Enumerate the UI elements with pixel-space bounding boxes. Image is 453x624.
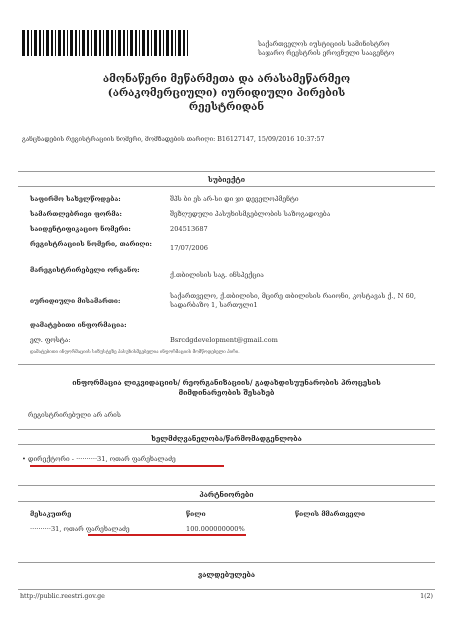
divider [18, 562, 435, 563]
barcode-bar [87, 30, 89, 56]
barcode-bar [147, 30, 149, 56]
obligations-heading: ვალდებულება [197, 570, 256, 579]
barcode-bar [70, 30, 73, 56]
barcode-bar [135, 30, 137, 56]
director-entry [22, 455, 176, 463]
barcode-bar [22, 30, 25, 56]
email-value: Bsrcdgdevelopment@gmail.com [170, 336, 278, 344]
barcode-bar [183, 30, 185, 56]
barcode-bar [154, 30, 157, 56]
field-label: საიდენტიფიკაციო ნომერი: [30, 225, 131, 233]
barcode-bar [159, 30, 161, 56]
barcode-bar [27, 30, 29, 56]
barcode-bar [94, 30, 97, 56]
barcode-bar [103, 30, 104, 56]
barcode-bar [166, 30, 169, 56]
partner-share: 100.000000000% [186, 525, 245, 533]
barcode-bar [106, 30, 109, 56]
divider [18, 485, 435, 486]
barcode-image [22, 30, 192, 56]
divider [18, 429, 435, 430]
barcode-bar [34, 30, 37, 56]
disclaimer-note: დამატებითი ინფორმაციის სიზუსტეზე პასუხისმგებელია ინფორმაციის მომწოდებელი პირი. [30, 350, 240, 355]
bullet: • [22, 455, 28, 463]
document-title [20, 72, 433, 114]
title-line-3: რეესტრიდან [188, 101, 265, 113]
barcode-bar [163, 30, 164, 56]
divider [18, 186, 435, 187]
barcode-bar [91, 30, 92, 56]
barcode-bar [82, 30, 85, 56]
footer-url: http://public.reestri.gov.ge [20, 593, 105, 600]
field-value: 17/07/2006 [170, 244, 209, 252]
red-underline [88, 534, 246, 536]
partner-owner: ··········31, ოთარ ფარეხალაძე [30, 525, 130, 533]
barcode-bar [127, 30, 128, 56]
partners-heading: პარტნიორები [199, 490, 254, 499]
divider [18, 501, 435, 502]
divider [18, 364, 435, 365]
col-rights-header: წილის მმართველი [295, 510, 365, 518]
field-label: საფირმო სახელწოდება: [30, 195, 121, 203]
liquidation-status: რეგისტრირებული არ არის [28, 411, 121, 419]
field-value: საქართველო, ქ.თბილისი, მცირე თბილისის რაიონი, კოსტავას ქ., N 60, სადარბაზო 1, სართული1 [170, 292, 416, 309]
barcode-bar [123, 30, 125, 56]
divider [18, 589, 435, 590]
ministry-header [258, 40, 428, 58]
field-value: 204513687 [170, 225, 208, 233]
barcode-bar [99, 30, 101, 56]
title-line-2: (არაკომერციული) იურიდიული პირების [107, 87, 346, 99]
barcode-bar [187, 30, 188, 56]
barcode-bar [175, 30, 176, 56]
field-label: იურიდიული მისამართი: [30, 297, 121, 305]
barcode-bar [55, 30, 56, 56]
barcode-bar [46, 30, 49, 56]
ministry-line-2: საჯარო რეესტრის ეროვნული სააგენტო [258, 49, 395, 57]
page-number: 1(2) [420, 593, 433, 600]
field-value: შპს ბი ეს არ-სი დი ჯი დეველოპმენტი [170, 195, 299, 203]
barcode-bar [115, 30, 116, 56]
barcode-bar [118, 30, 121, 56]
barcode-bar [111, 30, 113, 56]
email-label: ელ. ფოსტა: [30, 336, 71, 344]
field-label: სამართლებრივი ფორმა: [30, 210, 122, 218]
field-label: დამატებითი ინფორმაცია: [30, 321, 127, 329]
field-value: ქ.თბილისის საგ. ინსპექცია [170, 271, 264, 279]
barcode-bar [63, 30, 65, 56]
barcode-bar [67, 30, 68, 56]
liquidation-heading [18, 378, 435, 398]
field-label: მარეგისტრირებელი ორგანო: [30, 266, 140, 274]
registration-info: განცხადების რეგისტრაციის ნომერი, მომზადების თარიღი: B16127147, 15/09/2016 10:37:57 [22, 136, 325, 143]
field-label: რეგისტრაციის ნომერი, თარიღი: [30, 240, 152, 248]
barcode-bar [43, 30, 44, 56]
col-owner-header: მესაკუთრე [30, 510, 72, 518]
barcode-bar [171, 30, 173, 56]
ministry-line-1: საქართველოს იუსტიციის სამინისტრო [258, 40, 390, 48]
director-text: დირექტორი - ··········31, ოთარ ფარეხალაძე [28, 455, 176, 463]
liquidation-heading-line-2: მიმდინარეობის შესახებ [178, 388, 275, 397]
barcode-bar [79, 30, 80, 56]
barcode-bar [130, 30, 133, 56]
management-heading: ხელმძღვანელობა/წარმომადგენლობა [151, 434, 302, 443]
field-value: შეზღუდული პასუხისმგებლობის საზოგადოება [170, 210, 331, 218]
barcode-bar [75, 30, 77, 56]
title-line-1: ამონაწერი მეწარმეთა და არასამეწარმეო [102, 73, 351, 85]
barcode-bar [39, 30, 41, 56]
barcode-bar [151, 30, 152, 56]
barcode-bar [51, 30, 53, 56]
subject-heading: სუბიექტი [207, 175, 246, 184]
barcode-bar [58, 30, 61, 56]
divider [18, 444, 435, 445]
divider [18, 171, 435, 172]
barcode-bar [139, 30, 140, 56]
barcode-bar [178, 30, 181, 56]
red-underline [30, 465, 224, 467]
barcode-bar [31, 30, 32, 56]
barcode-bar [142, 30, 145, 56]
col-share-header: წილი [186, 510, 206, 518]
liquidation-heading-line-1: ინფორმაცია ლიკვიდაციის/ რეორგანიზაციის/ გადახდისუუნარობის პროცესის [72, 378, 381, 387]
